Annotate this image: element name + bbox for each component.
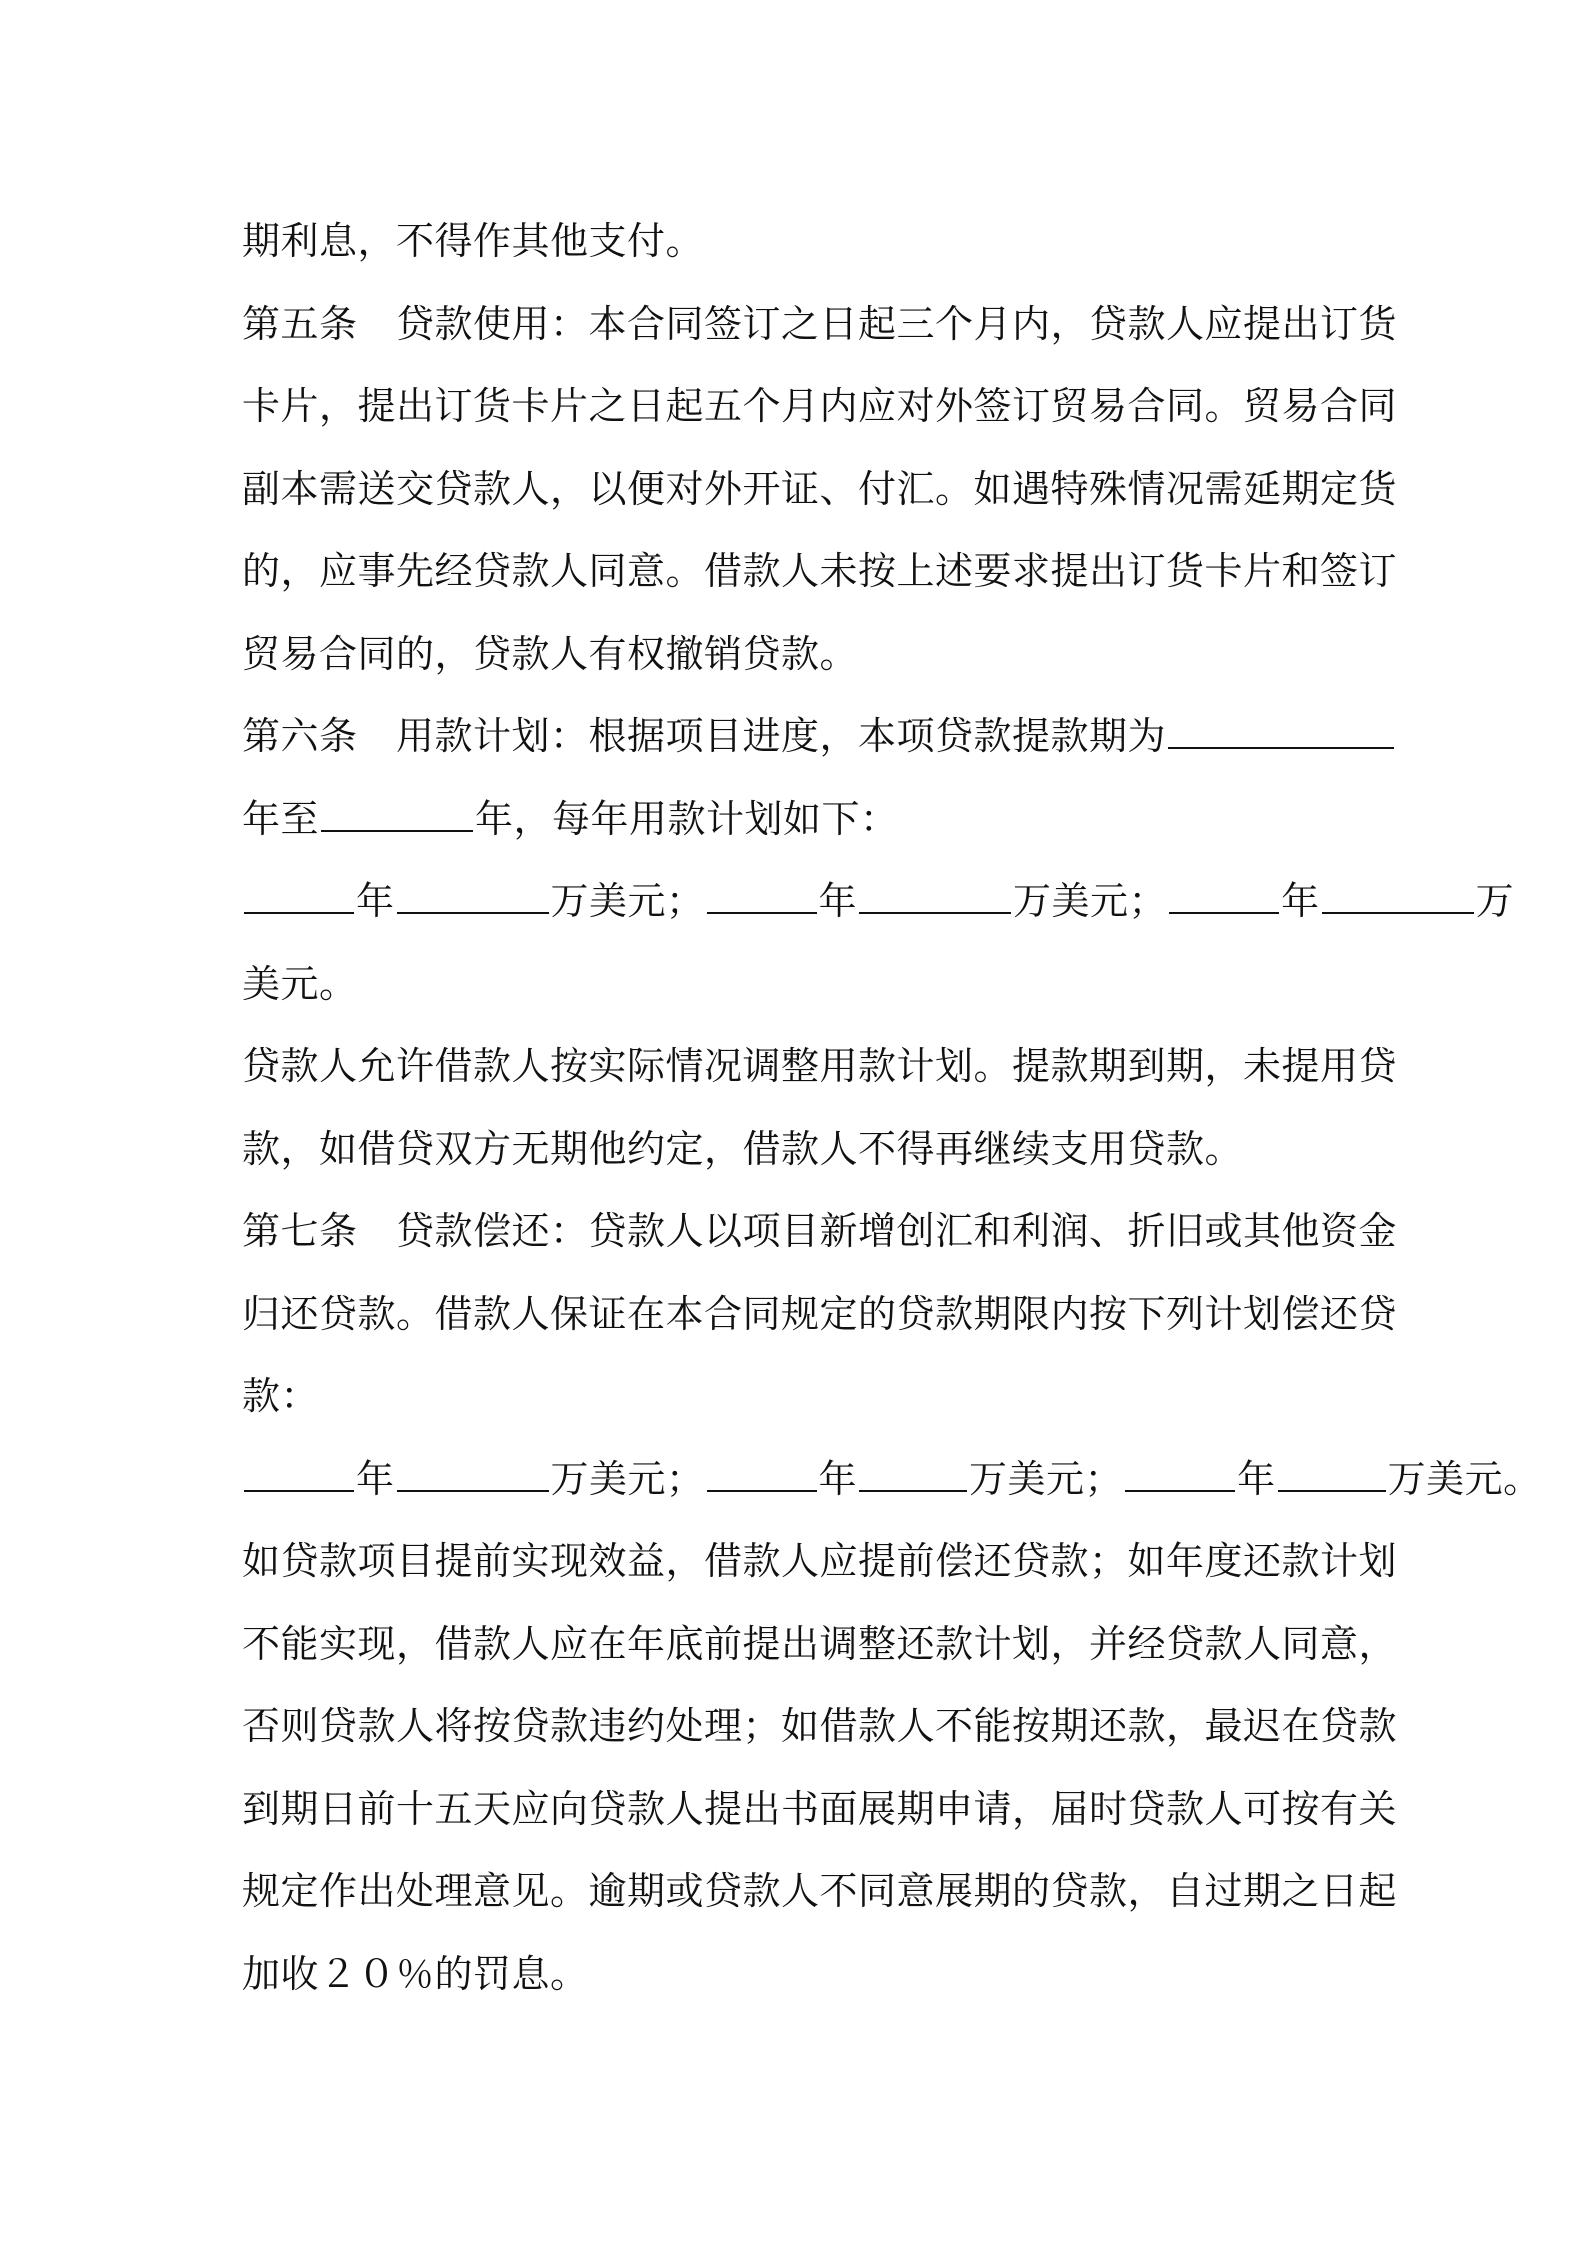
early-repay-line-2: 不能实现，借款人应在年底前提出调整还款计划，并经贷款人同意， xyxy=(242,1621,1398,1666)
fill-blank[interactable] xyxy=(397,1446,549,1492)
fill-blank[interactable] xyxy=(859,1446,967,1492)
fill-blank[interactable] xyxy=(707,868,817,914)
article-7-line-2: 归还贷款。借款人保证在本合同规定的贷款期限内按下列计划偿还贷 xyxy=(242,1291,1398,1336)
adjust-line-1: 贷款人允许借款人按实际情况调整用款计划。提款期到期，未提用贷 xyxy=(242,1044,1398,1088)
article-7-line-1: 第七条 贷款偿还：贷款人以项目新增创汇和利润、折旧或其他资金 xyxy=(242,1209,1398,1253)
article-5-line-5: 贸易合同的，贷款人有权撤销贷款。 xyxy=(242,631,859,676)
fill-blank[interactable] xyxy=(1125,1446,1235,1492)
early-repay-line-5: 规定作出处理意见。逾期或贷款人不同意展期的贷款，自过期之日起 xyxy=(242,1869,1398,1913)
fill-blank[interactable] xyxy=(859,868,1011,914)
plan-line-end: 美元。 xyxy=(242,961,358,1006)
early-repay-line-3: 否则贷款人将按贷款违约处理；如借款人不能按期还款，最迟在贷款 xyxy=(242,1704,1398,1748)
article-5-line-2: 卡片，提出订货卡片之日起五个月内应对外签订贸易合同。贸易合同 xyxy=(242,384,1398,428)
article-5-line-1 xyxy=(242,283,1398,366)
fill-blank[interactable] xyxy=(707,1446,817,1492)
text-segment: 万美元。 xyxy=(1387,1456,1542,1501)
article-7-line-3: 款： xyxy=(242,1374,320,1418)
repay-plan-line xyxy=(242,1438,1542,1521)
fill-blank[interactable] xyxy=(1278,1446,1386,1492)
early-repay-line-6: 加收２０％的罚息。 xyxy=(242,1951,589,1996)
text-segment: 第六条 用款计划：根据项目进度，本项贷款提款期为 xyxy=(242,714,1167,758)
text-segment: 年 xyxy=(1237,1456,1276,1501)
text-line: 期利息，不得作其他支付。 xyxy=(242,219,705,263)
text-segment: 万美元； xyxy=(550,879,705,923)
article-6-line-1 xyxy=(242,695,1350,778)
fill-blank[interactable] xyxy=(321,786,473,832)
text-segment: 万 xyxy=(1475,879,1515,923)
text-segment: 年，每年用款计划如下： xyxy=(475,796,899,841)
text-segment: 万美元； xyxy=(1013,879,1168,923)
text-segment: 年 xyxy=(356,879,395,923)
text-segment: 年 xyxy=(818,1456,858,1501)
fill-blank[interactable] xyxy=(1322,868,1474,914)
early-repay-line-4: 到期日前十五天应向贷款人提出书面展期申请，届时贷款人可按有关 xyxy=(242,1786,1398,1831)
article-5-line-3: 副本需送交贷款人，以便对外开证、付汇。如遇特殊情况需延期定货 xyxy=(242,466,1398,511)
fill-blank[interactable] xyxy=(1168,703,1394,749)
text-segment: 万美元； xyxy=(550,1456,705,1501)
article-6-line-2 xyxy=(242,778,1350,861)
adjust-line-2: 款，如借贷双方无期他约定，借款人不得再继续支用贷款。 xyxy=(242,1126,1244,1171)
early-repay-line-1: 如贷款项目提前实现效益，借款人应提前偿还贷款；如年度还款计划 xyxy=(242,1539,1398,1583)
text-segment: 万美元； xyxy=(969,1456,1124,1501)
fill-blank[interactable] xyxy=(244,1446,354,1492)
text-line: 第五条 贷款使用：本合同签订之日起三个月内，贷款人应提出订货 xyxy=(242,301,1398,346)
fill-blank[interactable] xyxy=(1169,868,1279,914)
article-5-line-4: 的，应事先经贷款人同意。借款人未按上述要求提出订货卡片和签订 xyxy=(242,549,1398,593)
text-segment: 年 xyxy=(818,879,858,923)
fill-blank[interactable] xyxy=(397,868,549,914)
document-page xyxy=(242,200,1542,2015)
text-segment: 年至 xyxy=(242,796,320,841)
plan-line xyxy=(242,860,1515,943)
text-segment: 年 xyxy=(1281,879,1320,923)
text-segment: 年 xyxy=(356,1456,395,1501)
fill-blank[interactable] xyxy=(244,868,354,914)
